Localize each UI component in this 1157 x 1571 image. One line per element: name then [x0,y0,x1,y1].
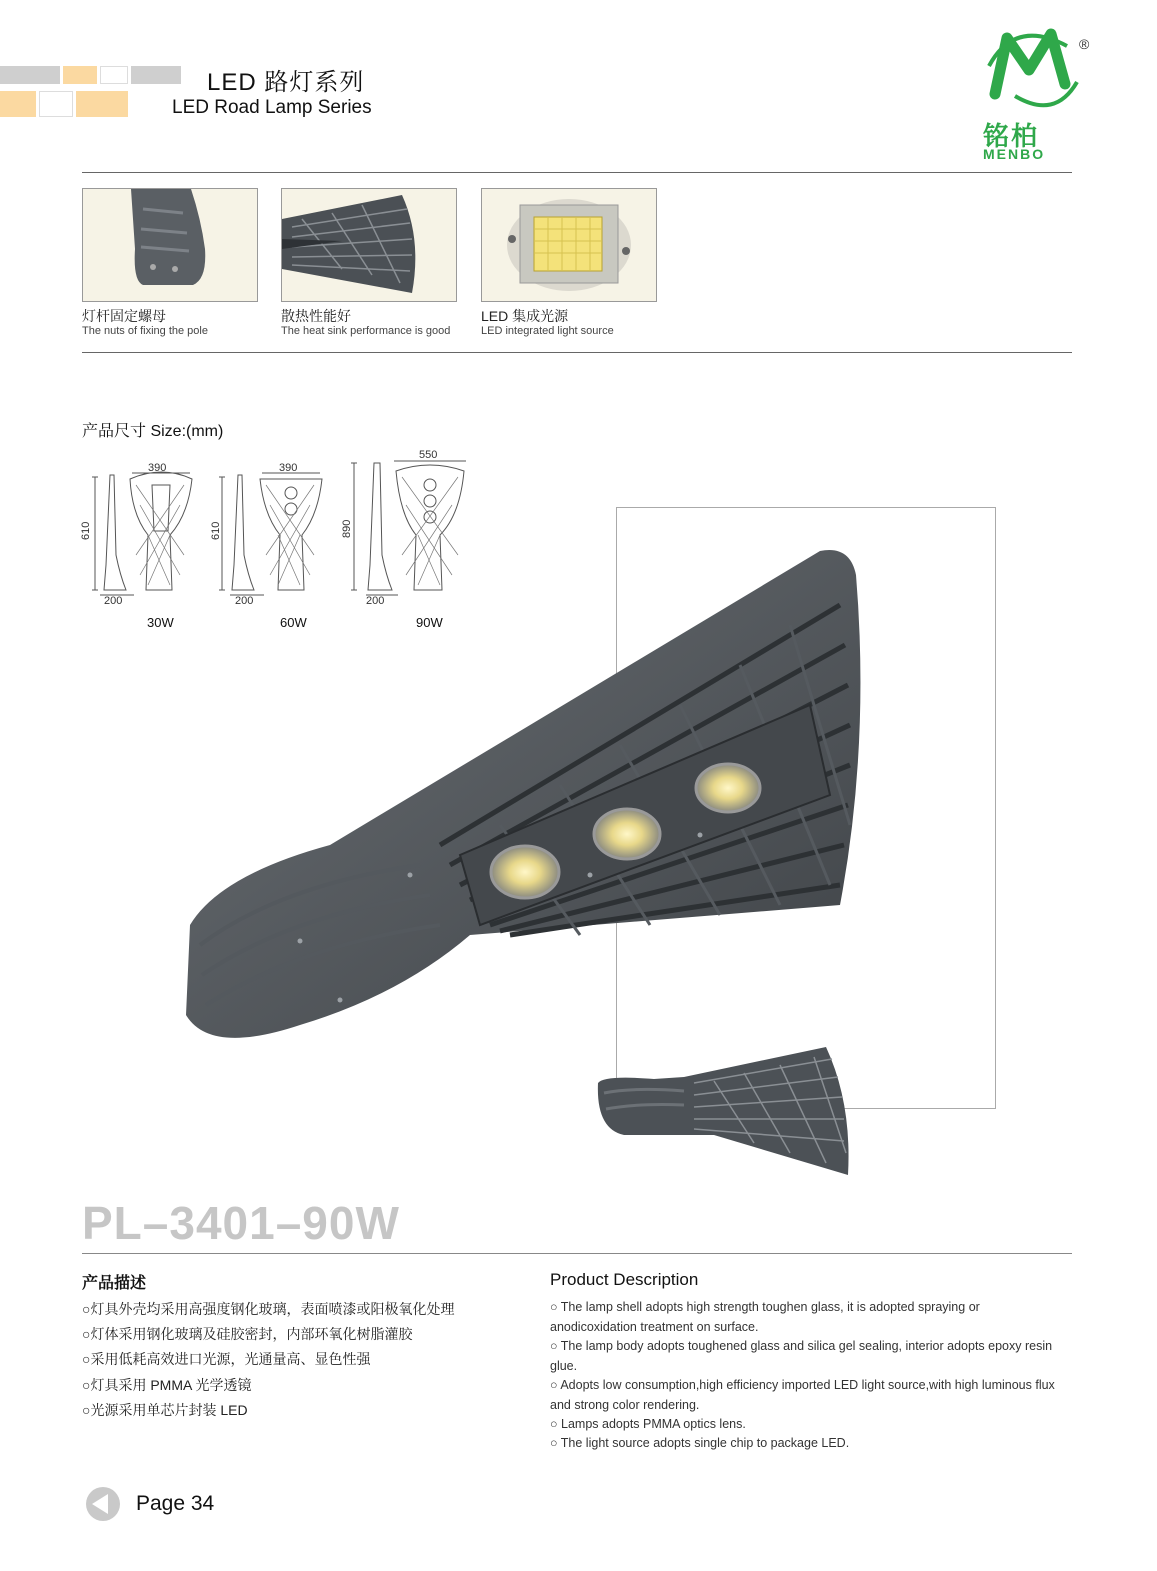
description-en-item: ○ Adopts low consumption,high efficiency imported LED light source,with high luminous flux and strong color rendering. [550,1378,1055,1412]
feature-image-led-source [481,188,657,302]
features-divider [82,352,1072,353]
description-en-item: ○ The lamp shell adopts high strength toughen glass, it is adopted spraying or anodicoxidation treatment on surface. [550,1300,980,1334]
arrow-left-icon[interactable] [82,1486,124,1522]
description-cn-item: ○光源采用单芯片封装 LED [82,1402,248,1418]
feature-caption-en-2: The heat sink performance is good [281,325,451,337]
feature-image-heat-sink [281,188,457,302]
registered-mark: ® [1079,36,1090,52]
dim-width-30w: 390 [148,462,167,474]
dim-width-90w: 550 [419,449,438,461]
feature-caption-cn-3: LED 集成光源 [481,308,569,324]
description-cn-title: 产品描述 [82,1275,147,1292]
product-model: PL–3401–90W [82,1197,400,1249]
feature-caption-cn-1: 灯杆固定螺母 [82,308,166,324]
watt-label-90w: 90W [416,615,443,630]
menbo-logo-icon [985,24,1081,116]
dim-depth-90w: 200 [366,595,385,607]
feature-caption-en-3: LED integrated light source [481,325,614,337]
series-title-cn: LED 路灯系列 [207,69,365,96]
feature-image-pole-nuts [82,188,258,302]
product-photo-secondary [594,1043,854,1179]
model-divider [82,1253,1072,1254]
watt-label-30w: 30W [147,615,174,630]
description-en-title: Product Description [550,1270,699,1289]
description-cn-item: ○灯具外壳均采用高强度钢化玻璃，表面喷漆或阳极氧化处理 [82,1301,455,1317]
size-title: 产品尺寸 Size:(mm) [82,423,224,440]
page-number: Page 34 [136,1492,215,1515]
logo-name-cn: 铭柏 [983,121,1040,151]
description-cn-item: ○灯体采用钢化玻璃及硅胶密封，内部环氧化树脂灌胶 [82,1326,413,1342]
product-photo-main [180,545,870,1085]
watt-label-60w: 60W [280,615,307,630]
description-en-item: ○ Lamps adopts PMMA optics lens. [550,1417,746,1431]
dim-width-60w: 390 [279,462,298,474]
dim-depth-30w: 200 [104,595,123,607]
logo-name-en: MENBO [983,146,1046,162]
dim-height-60w: 610 [210,521,222,540]
dim-height-30w: 610 [80,521,92,540]
feature-caption-en-1: The nuts of fixing the pole [82,325,208,337]
header-divider [82,172,1072,173]
series-title-en: LED Road Lamp Series [172,97,372,118]
description-en-item: ○ The light source adopts single chip to package LED. [550,1436,850,1450]
dim-height-90w: 890 [341,519,353,538]
description-en-item: ○ The lamp body adopts toughened glass and silica gel sealing, interior adopts epoxy resin glue. [550,1339,1053,1373]
feature-caption-cn-2: 散热性能好 [281,308,351,324]
description-cn-item: ○采用低耗高效进口光源，光通量高、显色性强 [82,1351,371,1367]
dim-depth-60w: 200 [235,595,254,607]
description-cn-item: ○灯具采用 PMMA 光学透镜 [82,1377,252,1393]
